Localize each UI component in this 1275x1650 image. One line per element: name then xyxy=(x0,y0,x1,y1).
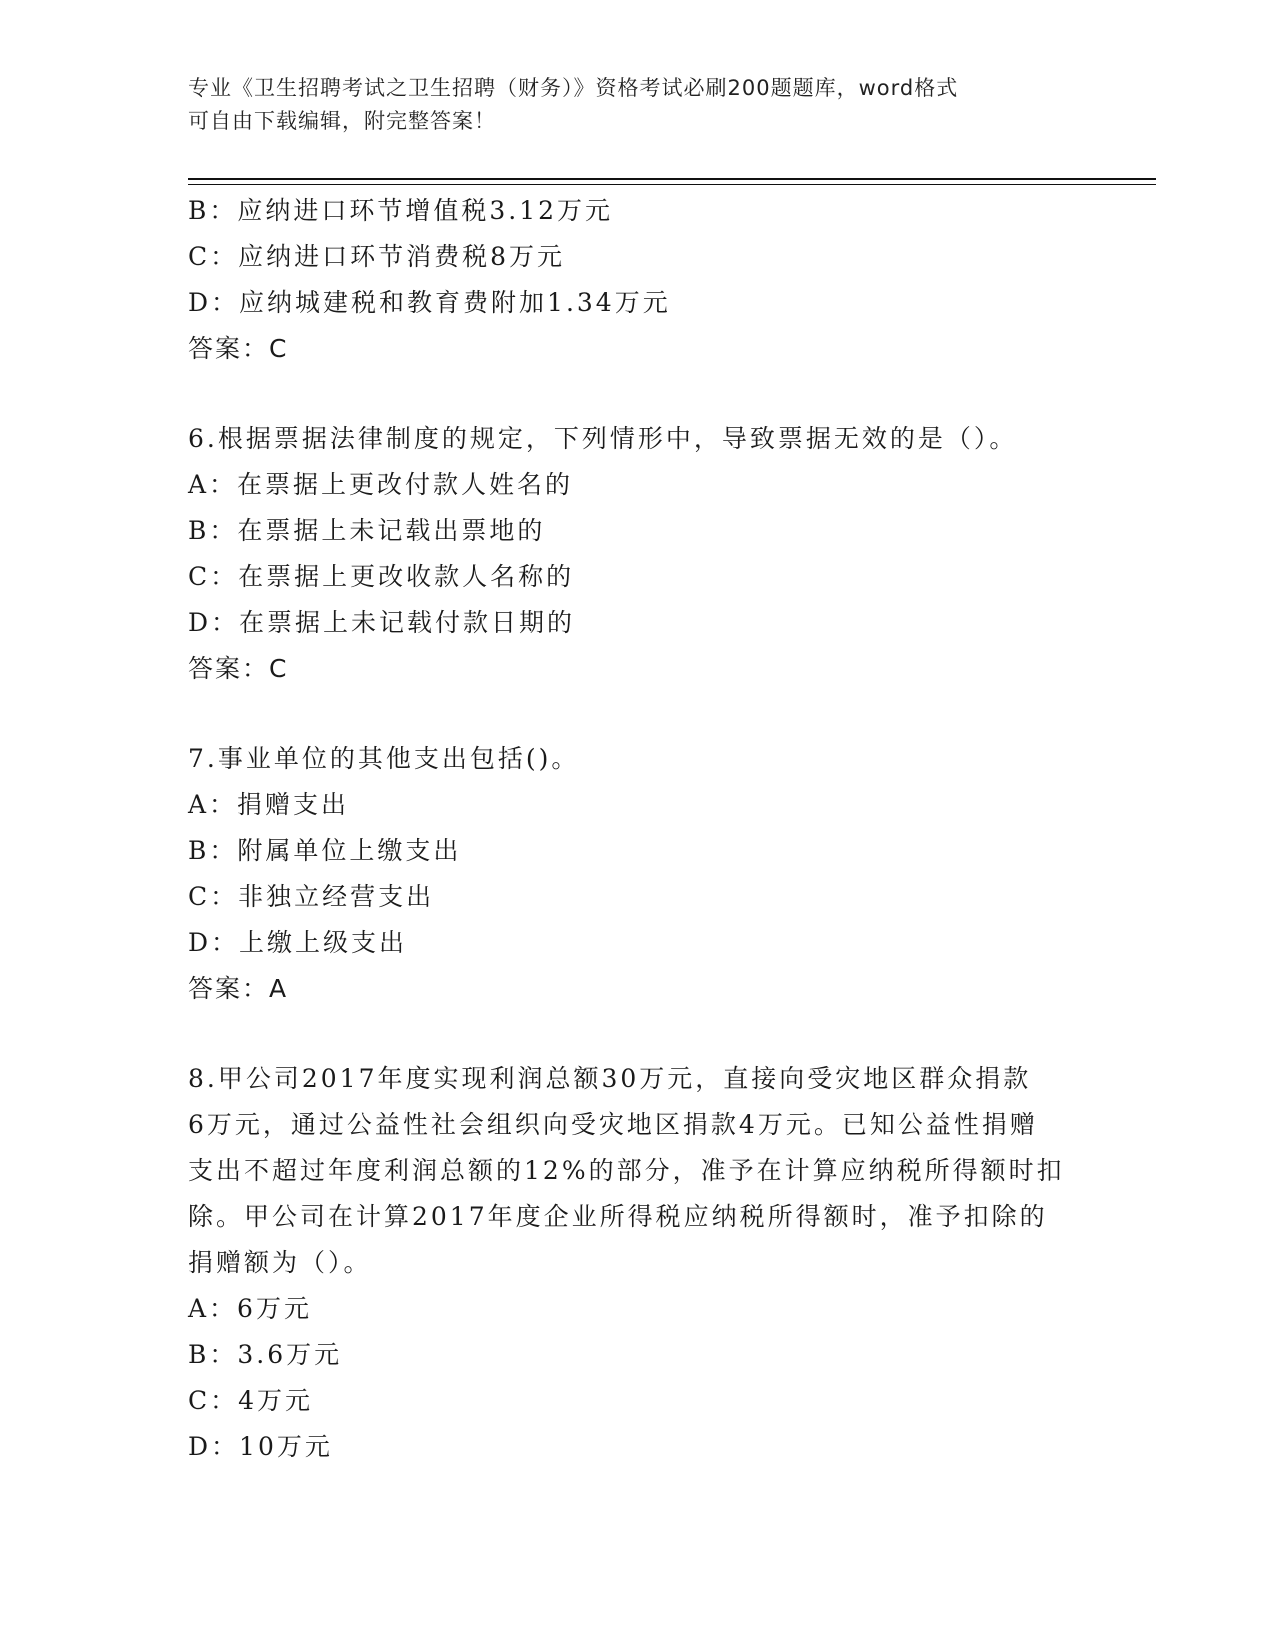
answer-line: 答案：C xyxy=(188,334,289,363)
option-a: A：捐赠支出 xyxy=(188,790,350,819)
option-a: A：6万元 xyxy=(188,1294,312,1323)
option-c: C：应纳进口环节消费税8万元 xyxy=(188,242,566,271)
question-8 xyxy=(188,1056,1088,1470)
option-b: B：3.6万元 xyxy=(188,1340,343,1369)
option-d: D：上缴上级支出 xyxy=(188,928,408,957)
question-stem-line-3: 支出不超过年度利润总额的12%的部分，准予在计算应纳税所得额时扣 xyxy=(188,1156,1065,1185)
option-b: B：附属单位上缴支出 xyxy=(188,836,462,865)
header-divider-thin xyxy=(188,184,1156,185)
spacer xyxy=(188,372,1088,416)
option-d: D：应纳城建税和教育费附加1.34万元 xyxy=(188,288,671,317)
header-title-line-2: 可自由下载编辑，附完整答案！ xyxy=(188,109,496,133)
question-stem: 6.根据票据法律制度的规定，下列情形中，导致票据无效的是（）。 xyxy=(188,424,1018,453)
question-stem-line-4: 除。甲公司在计算2017年度企业所得税应纳税所得额时，准予扣除的 xyxy=(188,1202,1048,1231)
header-title-line-1: 专业《卫生招聘考试之卫生招聘（财务）》资格考试必刷200题题库，word格式 xyxy=(188,76,959,100)
option-d: D：10万元 xyxy=(188,1432,333,1461)
answer-line: 答案：C xyxy=(188,654,289,683)
option-c: C：在票据上更改收款人名称的 xyxy=(188,562,575,591)
option-b: B：在票据上未记载出票地的 xyxy=(188,516,546,545)
page-header xyxy=(188,72,1088,138)
question-stem-line-5: 捐赠额为（）。 xyxy=(188,1248,372,1277)
question-7 xyxy=(188,736,1088,1012)
spacer xyxy=(188,1012,1088,1056)
document-body xyxy=(188,188,1088,1470)
question-5-tail xyxy=(188,188,1088,372)
option-c: C：非独立经营支出 xyxy=(188,882,435,911)
answer-line: 答案：A xyxy=(188,974,289,1003)
question-stem: 7.事业单位的其他支出包括()。 xyxy=(188,744,580,773)
spacer xyxy=(188,692,1088,736)
question-6 xyxy=(188,416,1088,692)
option-b: B：应纳进口环节增值税3.12万元 xyxy=(188,196,614,225)
option-d: D：在票据上未记载付款日期的 xyxy=(188,608,576,637)
option-a: A：在票据上更改付款人姓名的 xyxy=(188,470,574,499)
header-divider-thick xyxy=(188,178,1156,180)
question-stem-line-2: 6万元，通过公益性社会组织向受灾地区捐款4万元。已知公益性捐赠 xyxy=(188,1110,1038,1139)
option-c: C：4万元 xyxy=(188,1386,314,1415)
question-stem-line-1: 8.甲公司2017年度实现利润总额30万元，直接向受灾地区群众捐款 xyxy=(188,1064,1032,1093)
